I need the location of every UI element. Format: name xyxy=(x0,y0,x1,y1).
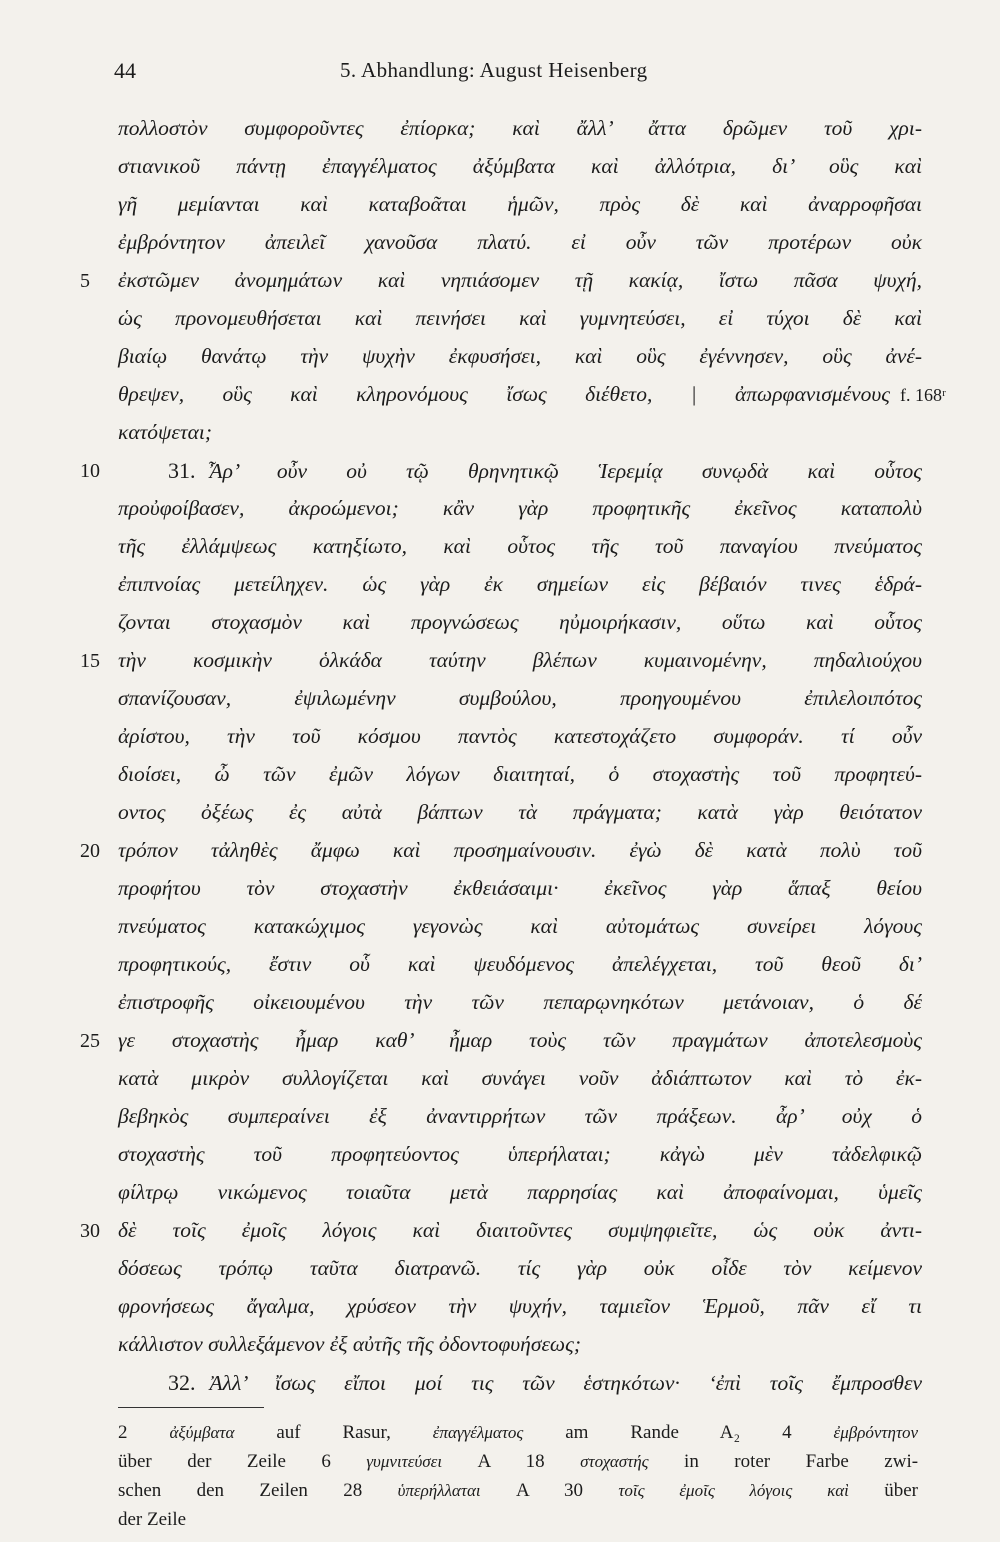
footnote-rule xyxy=(118,1407,264,1408)
line-text: ἐμβρόντητον ἀπειλεῖ χανοῦσα πλατύ. εἰ οὖν τῶν προτέρων οὐκ xyxy=(118,230,922,254)
paragraph-number: 32. xyxy=(168,1370,196,1395)
page-header xyxy=(0,58,1000,88)
line-text: ἐκστῶμεν ἀνομημάτων καὶ νηπιάσομεν τῇ κακίᾳ, ἴστω πᾶσα ψυχή, xyxy=(118,268,922,292)
text-line xyxy=(0,838,1000,872)
line-text: βεβηκὸς συμπεραίνει ἐξ ἀναντιρρήτων τῶν πράξεων. ἆρ’ οὐχ ὁ xyxy=(118,1104,922,1128)
line-text: τρόπον τἀληθὲς ἄμφω καὶ προσημαίνουσιν. ἐγὼ δὲ κατὰ πολὺ τοῦ xyxy=(118,838,922,862)
running-head: 5. Abhandlung: August Heisenberg xyxy=(340,58,648,82)
line-text: φίλτρῳ νικώμενος τοιαῦτα μετὰ παρρησίας καὶ ἀποφαίνομαι, ὑμεῖς xyxy=(118,1180,922,1204)
line-number: 10 xyxy=(80,460,100,482)
apparatus-line: über der Zeile 6 γυμνιτεύσει A 18 στοχαστής in roter Farbe zwi- xyxy=(118,1451,919,1472)
text-line xyxy=(0,1256,1000,1290)
line-text: γε στοχαστὴς ἦμαρ καθ’ ἦμαρ τοὺς τῶν πραγμάτων ἀποτελεσμοὺς xyxy=(118,1028,922,1052)
text-line xyxy=(0,154,1000,188)
text-line xyxy=(0,1142,1000,1176)
line-text: πολλοστὸν συμφοροῦντες ἐπίορκα; καὶ ἄλλ’ ἄττα δρῶμεν τοῦ χρι- xyxy=(118,116,922,140)
line-text: κάλλιστον συλλεξάμενον ἐξ αὐτῆς τῆς ὀδοντοφυήσεως; xyxy=(118,1332,581,1356)
line-text: γῆ μεμίανται καὶ καταβοᾶται ἡμῶν, πρὸς δὲ καὶ ἀναρροφῆσαι xyxy=(118,192,922,216)
text-line xyxy=(0,382,1000,416)
line-text: σπανίζουσαν, ἐψιλωμένην συμβούλου, προηγουμένου ἐπιλελοιπότος xyxy=(118,686,922,710)
line-text: δὲ τοῖς ἐμοῖς λόγοις καὶ διαιτοῦντες συμψηφιεῖτε, ὡς οὐκ ἀντι- xyxy=(118,1218,922,1242)
line-text: στιανικοῦ πάντῃ ἐπαγγέλματος ἀξύμβατα καὶ ἀλλότρια, δι’ οὓς καὶ xyxy=(118,154,922,178)
text-line xyxy=(0,572,1000,606)
text-line xyxy=(0,534,1000,568)
text-line xyxy=(0,268,1000,302)
line-text xyxy=(168,458,922,484)
text-line xyxy=(0,1332,1000,1366)
line-text: ὡς προνομευθήσεται καὶ πεινήσει καὶ γυμνητεύσει, εἰ τύχοι δὲ καὶ xyxy=(118,306,922,330)
line-text: ἐπιστροφῆς οἰκειουμένου τὴν τῶν πεπαρῳνηκότων μετάνοιαν, ὁ δέ xyxy=(118,990,922,1014)
apparatus-line: 2 ἀξύμβατα auf Rasur, ἐπαγγέλματος am Rande A₂ 4 ἐμβρόντητον xyxy=(118,1422,919,1443)
line-number: 25 xyxy=(80,1030,100,1052)
text-line xyxy=(0,1180,1000,1214)
line-text: θρεψεν, οὓς καὶ κληρονόμους ἴσως διέθετο, | ἀπωρφανισμένους xyxy=(118,382,890,406)
line-text: τὴν κοσμικὴν ὁλκάδα ταύτην βλέπων κυμαινομένην, πηδαλιούχου xyxy=(118,648,922,672)
text-line xyxy=(0,420,1000,454)
critical-apparatus xyxy=(118,1422,918,1538)
folio-margin-note: f. 168ʳ xyxy=(900,385,946,405)
line-number: 20 xyxy=(80,840,100,862)
line-text: δόσεως τρόπῳ ταῦτα διατρανῶ. τίς γὰρ οὐκ οἶδε τὸν κείμενον xyxy=(118,1256,922,1280)
text-line xyxy=(0,192,1000,226)
text-line xyxy=(0,458,1000,492)
text-line xyxy=(0,1028,1000,1062)
text-line xyxy=(0,724,1000,758)
line-text-content: Ἆρ’ οὖν οὐ τῷ θρηνητικῷ Ἱερεμίᾳ συνῳδὰ καὶ οὗτος xyxy=(209,459,922,483)
line-text: βιαίῳ θανάτῳ τὴν ψυχὴν ἐκφυσήσει, καὶ οὓς ἐγέννησεν, οὓς ἀνέ- xyxy=(118,344,922,368)
text-line xyxy=(0,306,1000,340)
line-text: ζονται στοχασμὸν καὶ προγνώσεως ηὐμοιρήκασιν, οὕτω καὶ οὗτος xyxy=(118,610,922,634)
text-line xyxy=(0,914,1000,948)
text-line xyxy=(0,1218,1000,1252)
line-text: ἐπιπνοίας μετείληχεν. ὡς γὰρ ἐκ σημείων εἰς βέβαιόν τινες ἑδρά- xyxy=(118,572,922,596)
line-text: στοχαστὴς τοῦ προφητεύοντος ὑπερήλαται; κἀγὼ μὲν τἀδελφικῷ xyxy=(118,1142,922,1166)
text-line xyxy=(0,1066,1000,1100)
line-text: διοίσει, ὦ τῶν ἐμῶν λόγων διαιτηταί, ὁ στοχαστὴς τοῦ προφητεύ- xyxy=(118,762,922,786)
text-line xyxy=(0,1104,1000,1138)
text-line xyxy=(0,762,1000,796)
apparatus-line: schen den Zeilen 28 ὑπερήλλαται A 30 τοῖς ἐμοῖς λόγοις καὶ über xyxy=(118,1480,918,1501)
line-number: 15 xyxy=(80,650,100,672)
line-text: οντος ὀξέως ἐς αὐτὰ βάπτων τὰ πράγματα; κατὰ γὰρ θειότατον xyxy=(118,800,922,824)
apparatus-line: der Zeile xyxy=(118,1509,187,1530)
line-text: προφητικούς, ἔστιν οὗ καὶ ψευδόμενος ἀπελέγχεται, τοῦ θεοῦ δι’ xyxy=(118,952,922,976)
line-text-content: Ἀλλ’ ἴσως εἴποι μοί τις τῶν ἑστηκότων· ‘ἐπὶ τοῖς ἔμπροσθεν xyxy=(209,1371,922,1395)
text-line xyxy=(0,496,1000,530)
text-line xyxy=(0,344,1000,378)
line-text: τῆς ἐλλάμψεως κατηξίωτο, καὶ οὗτος τῆς τοῦ παναγίου πνεύματος xyxy=(118,534,922,558)
page-number: 44 xyxy=(114,58,136,83)
text-line xyxy=(0,686,1000,720)
line-text: πνεύματος κατακώχιμος γεγονὼς καὶ αὐτομάτως συνείρει λόγους xyxy=(118,914,922,938)
line-number: 5 xyxy=(80,270,90,292)
paragraph-number: 31. xyxy=(168,458,196,483)
line-text: κατὰ μικρὸν συλλογίζεται καὶ συνάγει νοῦν ἀδιάπτωτον καὶ τὸ ἐκ- xyxy=(118,1066,922,1090)
text-line xyxy=(0,610,1000,644)
text-line xyxy=(0,952,1000,986)
text-line xyxy=(0,990,1000,1024)
text-line xyxy=(0,1370,1000,1404)
line-number: 30 xyxy=(80,1220,100,1242)
text-line xyxy=(0,116,1000,150)
line-text: κατόψεται; xyxy=(118,420,212,444)
text-line xyxy=(0,876,1000,910)
line-text: φρονήσεως ἄγαλμα, χρύσεον τὴν ψυχήν, ταμιεῖον Ἑρμοῦ, πᾶν εἴ τι xyxy=(118,1294,922,1318)
line-text: ἀρίστου, τὴν τοῦ κόσμου παντὸς κατεστοχάζετο συμφοράν. τί οὖν xyxy=(118,724,922,748)
text-line xyxy=(0,648,1000,682)
line-text: προὐφοίβασεν, ἀκροώμενοι; κἂν γὰρ προφητικῆς ἐκεῖνος καταπολὺ xyxy=(118,496,922,520)
text-line xyxy=(0,800,1000,834)
line-text xyxy=(168,1370,922,1396)
text-line xyxy=(0,230,1000,264)
line-text: προφήτου τὸν στοχαστὴν ἐκθειάσαιμι· ἐκεῖνος γὰρ ἅπαξ θείου xyxy=(118,876,922,900)
text-line xyxy=(0,1294,1000,1328)
